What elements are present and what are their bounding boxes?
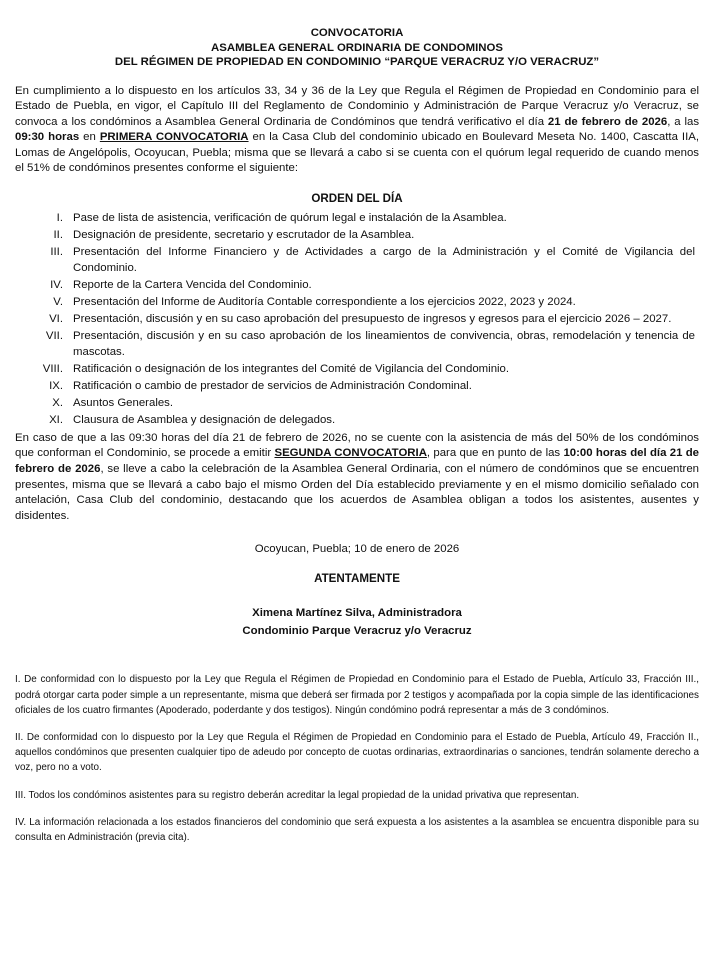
second-text-2: , para que en punto de las (426, 447, 564, 460)
footnote-item: III. Todos los condóminos asistentes para su registro deberán acreditar la legal propiedad de la unidad privativa que representan. (15, 789, 580, 801)
signer-organization: Condominio Parque Veracruz y/o Veracruz (242, 625, 472, 638)
place-date: Ocoyucan, Puebla; 10 de enero de 2026 (254, 543, 460, 556)
second-text-1: En caso de que a las 09:30 horas del día 21 de febrero de 2026, no se cuente con la asistencia de más del 50% de los condóminos que conforman el Condominio, se procede a emitir (15, 431, 699, 460)
agenda-item: VI. Presentación, discusión y en su caso aprobación del presupuesto de ingresos y egresos para el ejercicio 2026 – 2027. (49, 313, 672, 326)
agenda-list (15, 211, 699, 429)
intro-text-4: en la Casa Club del condominio ubicado en Boulevard Meseta No. 1400, Cascatta IIA, Lomas de Angelópolis, Ocoyucan, Puebla; misma que se llevará a cabo si se cuenta con el quórum legal requerido de cuando menos el 51% de condóminos presentes conforme el siguiente: (15, 131, 700, 175)
intro-text-3: en (79, 131, 100, 144)
intro-paragraph (15, 84, 699, 178)
footnote-item: IV. La información relacionada a los estados financieros del condominio que será expuesta a los asistentes a la asamblea se encuentra disponible para su consulta en Administración (previa cita). (15, 816, 699, 843)
document-header (15, 26, 699, 70)
agenda-item: XI. Clausura de Asamblea y designación de delegados. (49, 414, 336, 427)
second-call-paragraph (15, 431, 699, 525)
footnote-item: II. De conformidad con lo dispuesto por la Ley que Regula el Régimen de Propiedad en Condominio para el Estado de Puebla, Artículo 49, Fracción II., aquellos condóminos que presenten cualquier tipo de adeudo por concepto de cuotas ordinarias, extraordinarias o sanciones, tendrán solamente derecho a voz, pero no a voto. (15, 731, 699, 774)
agenda-item: I. Pase de lista de asistencia, verificación de quórum legal e instalación de la Asamblea. (56, 212, 507, 225)
agenda-item: II. Designación de presidente, secretario y escrutador de la Asamblea. (53, 229, 415, 242)
intro-date: 21 de febrero de 2026 (547, 115, 668, 128)
agenda-item: X. Asuntos Generales. (52, 397, 174, 410)
agenda-item: VIII. Ratificación o designación de los integrantes del Comité de Vigilancia del Condominio. (42, 362, 510, 375)
second-text-3: , se lleve a cabo la celebración de la Asamblea General Ordinaria, con el número de condóminos que se encuentren presentes, misma que se llevará a cabo bajo el mismo Orden del Día establecido previamente y en el mismo domicilio señalado con antelación, Casa Club del condominio, destacando que los acuerdos de Asamblea obligan a todos los asistentes, ausentes y disidentes. (15, 462, 699, 522)
intro-time: 09:30 horas (15, 131, 80, 144)
agenda-item: III. Presentación del Informe Financiero y de Actividades a cargo de la Administración y el Comité de Vigilancia del Condominio. (50, 246, 695, 274)
second-call-label: SEGUNDA CONVOCATORIA (274, 447, 427, 460)
agenda-item: VII. Presentación, discusión y en su caso aprobación de los lineamientos de convivencia, obras, remodelación y tenencia de mascotas. (45, 330, 695, 358)
second-call-datetime: 10:00 horas del día 21 de febrero de 2026 (15, 447, 699, 475)
closing-word: ATENTAMENTE (314, 572, 400, 586)
agenda-item: V. Presentación del Informe de Auditoría Contable correspondiente a los ejercicios 2022, 2023 y 2024. (53, 296, 576, 309)
intro-text-1: En cumplimiento a lo dispuesto en los artículos 33, 34 y 36 de la Ley que Regula el Régimen de Propiedad en Condominio para el Estado de Puebla, en vigor, el Capítulo III del Reglamento de Condominio y Administración de Parque Veracruz y/o Veracruz, se convoca a los condóminos a Asamblea General Ordinaria de Condóminos que tendrá verificativo el día (15, 84, 699, 128)
intro-text-2: , a las (667, 115, 700, 128)
signer-name: Ximena Martínez Silva, Administradora (252, 607, 462, 620)
header-convocatoria: CONVOCATORIA (310, 27, 404, 39)
first-call-label: PRIMERA CONVOCATORIA (99, 131, 249, 144)
signature-block (15, 604, 699, 640)
header-regime: DEL RÉGIMEN DE PROPIEDAD EN CONDOMINIO “PARQUE VERACRUZ Y/O VERACRUZ” (114, 56, 600, 68)
header-assembly: ASAMBLEA GENERAL ORDINARIA DE CONDOMINOS (211, 41, 503, 54)
agenda-title: ORDEN DEL DÍA (311, 192, 403, 206)
footnote-item: I. De conformidad con lo dispuesto por la Ley que Regula el Régimen de Propiedad en Condominio para el Estado de Puebla, Artículo 33, Fracción III., podrá otorgar carta poder simple a un representante, misma que deberá ser firmada por 2 testigos y acompañada por la copia simple de las identificaciones oficiales de los cuatro firmantes (Apoderado, poderdante y dos testigos). Ningún condómino podrá representar a más de 3 condóminos. (15, 674, 699, 716)
footnotes (15, 672, 699, 845)
agenda-item: IV. Reporte de la Cartera Vencida del Condominio. (50, 278, 312, 291)
agenda-item: IX. Ratificación o cambio de prestador de servicios de Administración Condominal. (49, 380, 472, 392)
